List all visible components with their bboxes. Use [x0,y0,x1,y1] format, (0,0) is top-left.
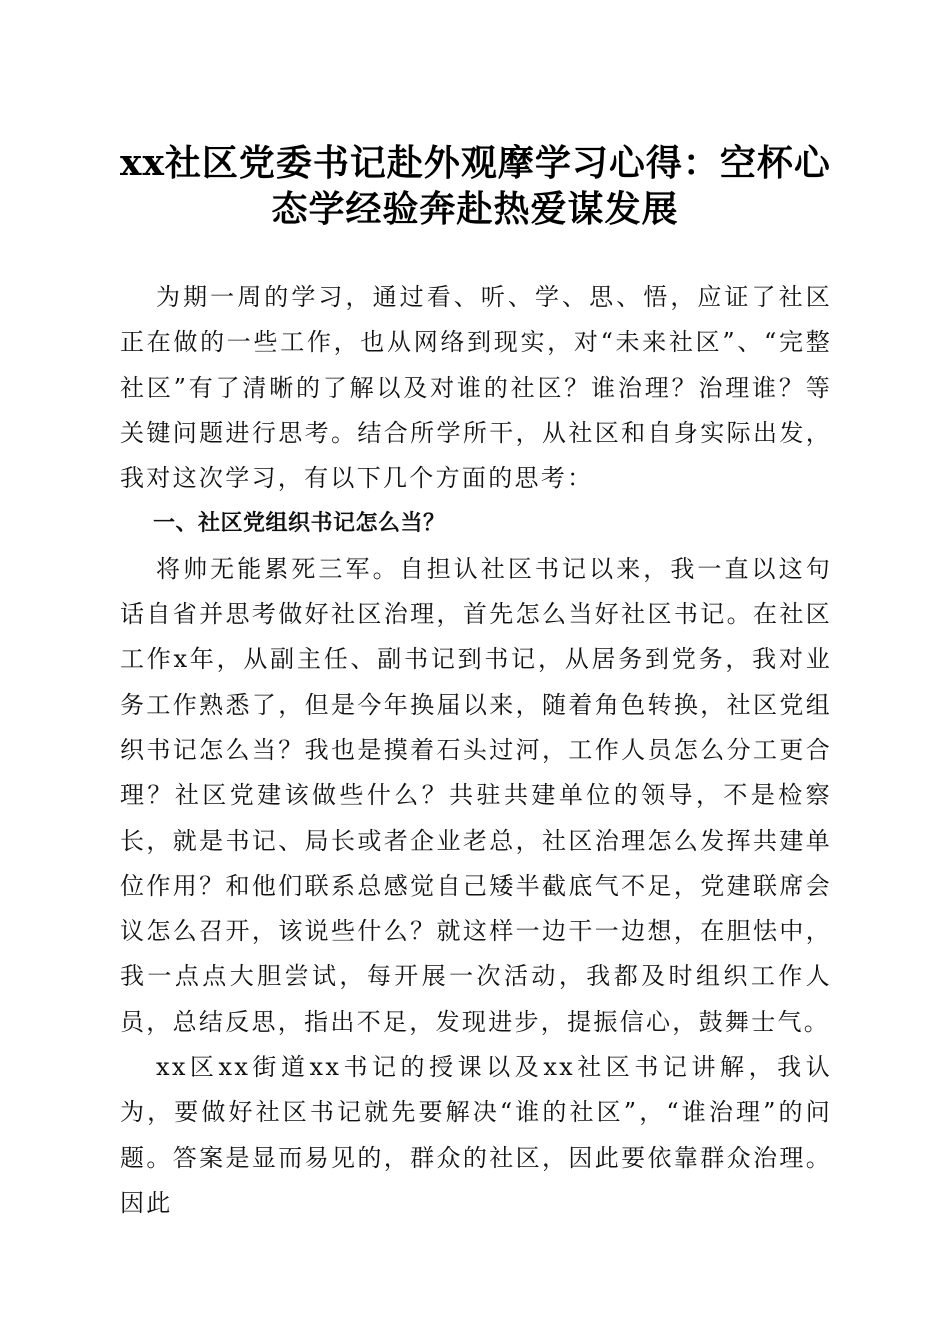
paragraph-intro: 为期一周的学习，通过看、听、学、思、悟，应证了社区正在做的一些工作，也从网络到现实，对“未来社区”、“完整社区”有了清晰的了解以及对谁的社区？谁治理？治理谁？等关键问题进行思考。结合所学所干，从社区和自身实际出发，我对这次学习，有以下几个方面的思考： [120,283,832,493]
title-line-1: xx社区党委书记赴外观摩学习心得：空杯心 [120,142,831,184]
document-body [120,275,832,1226]
paragraph-section-1-continued: xx区xx街道xx书记的授课以及xx社区书记讲解，我认为，要做好社区书记就先要解决“谁的社区”，“谁治理”的问题。答案是显而易见的，群众的社区，因此要依靠群众治理。因此 [120,1053,832,1217]
paragraph-section-1: 将帅无能累死三军。自担认社区书记以来，我一直以这句话自省并思考做好社区治理，首先怎么当好社区书记。在社区工作x年，从副主任、副书记到书记，从居务到党务，我对业务工作熟悉了，但是今年换届以来，随着角色转换，社区党组织书记怎么当？我也是摸着石头过河，工作人员怎么分工更合理？社区党建该做些什么？共驻共建单位的领导，不是检察长，就是书记、局长或者企业老总，社区治理怎么发挥共建单位作用？和他们联系总感觉自己矮半截底气不足，党建联席会议怎么召开，该说些什么？就这样一边干一边想，在胆怯中，我一点点大胆尝试，每开展一次活动，我都及时组织工作人员，总结反思，指出不足，发现进步，提振信心，鼓舞士气。 [120,554,832,1036]
title-line-2: 态学经验奔赴热爱谋发展 [271,188,679,230]
section-heading-1: 一、社区党组织书记怎么当？ [153,511,446,537]
document-title [120,140,830,232]
